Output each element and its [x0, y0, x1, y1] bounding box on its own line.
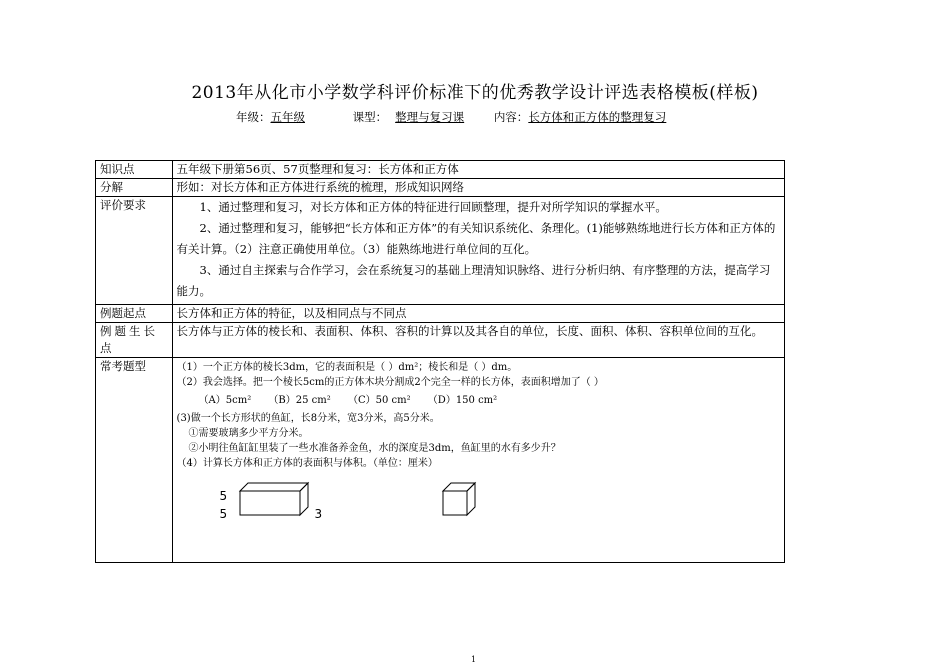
questions-label: 常考题型 — [96, 358, 173, 563]
evaluation-table — [95, 160, 785, 563]
content-label: 内容： — [493, 110, 529, 124]
grade-label: 年级： — [236, 110, 271, 124]
lesson-label: 课型： — [352, 110, 388, 124]
dim-label: 3 — [314, 507, 323, 521]
evaluation-item: 2、通过整理和复习，能够把“长方体和正方体”的有关知识系统化、条理化。(1)能够熟练地进行长方体和正方体的有关计算。（2）注意正确使用单位。（3）能熟练地进行单位间的互化。 — [176, 221, 776, 256]
table-row — [96, 197, 785, 305]
knowledge-label: 知识点 — [96, 161, 173, 179]
breakdown-value: 形如：对长方体和正方体进行系统的梳理，形成知识网络 — [172, 179, 784, 197]
question-3: (3)做一个长方形状的鱼缸，长8分米，宽3分米，高5分米。 — [176, 413, 440, 424]
question-2-options — [177, 393, 780, 408]
table-row — [96, 323, 785, 358]
question-3a: ①需要玻璃多少平方分米。 — [188, 428, 309, 439]
dim-label: 5 — [219, 507, 228, 521]
page-number: 1 — [471, 655, 477, 664]
document-title: 2013年从化市小学数学科评价标准下的优秀教学设计评选表格模板(样板) — [191, 83, 759, 103]
table-row — [96, 161, 785, 179]
shapes-area — [177, 471, 780, 541]
evaluation-label: 评价要求 — [96, 197, 173, 305]
questions-value — [172, 358, 784, 563]
growth-label: 例题生长点 — [96, 323, 173, 358]
growth-value: 长方体与正方体的棱长和、表面积、体积、容积的计算以及其各自的单位，长度、面积、体积、容积单位间的互化。 — [172, 323, 784, 358]
grade-value: 五年级 — [270, 110, 305, 124]
option-b: （B）25 cm² — [268, 395, 331, 406]
option-d: （D）150 cm² — [427, 395, 498, 406]
lesson-value: 整理与复习课 — [395, 110, 465, 124]
question-1: （1）一个正方体的棱长3dm，它的表面积是（ ）dm²；棱长和是（ ）dm。 — [176, 362, 518, 373]
table-row — [96, 358, 785, 563]
knowledge-value: 五年级下册第56页、57页整理和复习：长方体和正方体 — [172, 161, 784, 179]
start-value: 长方体和正方体的特征，以及相同点与不同点 — [172, 305, 784, 323]
evaluation-item: 1、通过整理和复习，对长方体和正方体的特征进行回顾整理，提升对所学知识的掌握水平。 — [199, 200, 667, 214]
dim-label: 5 — [219, 489, 228, 503]
table-row — [96, 179, 785, 197]
cuboid-figure — [232, 481, 312, 521]
content-value: 长方体和正方体的整理复习 — [528, 110, 667, 124]
table-row — [96, 305, 785, 323]
evaluation-item: 3、通过自主探索与合作学习，会在系统复习的基础上理清知识脉络、进行分析归纳、有序整理的方法，提高学习能力。 — [176, 263, 771, 298]
breakdown-label: 分解 — [96, 179, 173, 197]
option-c: （C）50 cm² — [347, 395, 411, 406]
header-line — [236, 109, 666, 125]
cube-figure — [439, 481, 479, 521]
start-label: 例题起点 — [96, 305, 173, 323]
option-a: （A）5cm² — [198, 395, 252, 406]
question-2: （2）我会选择。把一个棱长5cm的正方体木块分割成2个完全一样的长方体，表面积增加了（ ） — [176, 377, 604, 388]
question-3b: ②小明往鱼缸缸里装了一些水准备养金鱼，水的深度是3dm，鱼缸里的水有多少升？ — [188, 443, 561, 454]
evaluation-value — [172, 197, 784, 305]
question-4: （4）计算长方体和正方体的表面积与体积。（单位：厘米） — [176, 458, 438, 469]
